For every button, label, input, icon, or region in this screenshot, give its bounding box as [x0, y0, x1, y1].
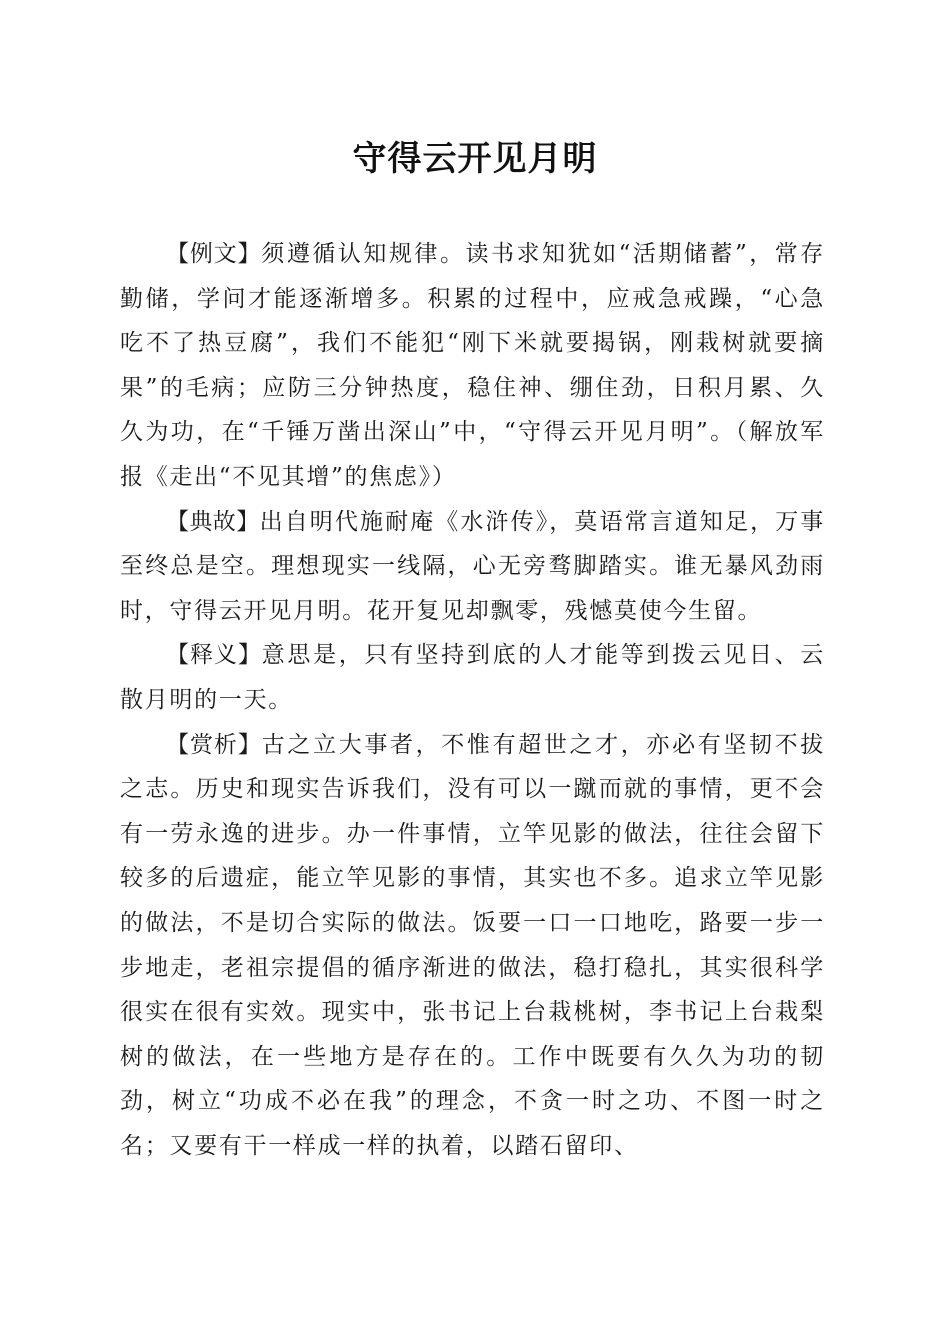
- paragraph-example: [120, 232, 825, 500]
- paragraph-text: 古之立大事者，不惟有超世之才，亦必有坚韧不拔之志。历史和现实告诉我们，没有可以一蹴而就的事情，更不会有一劳永逸的进步。办一件事情，立竿见影的做法，往往会留下较多的后遗症，能立竿见影的事情，其实也不多。追求立竿见影的做法，不是切合实际的做法。饭要一口一口地吃，路要一步一步地走，老祖宗提倡的循序渐进的做法，稳打稳扎，其实很科学很实在很有实效。现实中，张书记上台栽桃树，李书记上台栽梨树的做法，在一些地方是存在的。工作中既要有久久为功的韧劲，树立“功成不必在我”的理念，不贪一时之功、不图一时之名；又要有干一样成一样的执着，以踏石留印、: [120, 731, 825, 1159]
- paragraph-tag: 【典故】: [166, 508, 260, 535]
- paragraph-text: 意思是，只有坚持到底的人才能等到拨云见日、云散月明的一天。: [120, 642, 825, 713]
- paragraph-tag: 【例文】: [166, 241, 262, 267]
- paragraph-tag: 【赏析】: [166, 731, 262, 758]
- paragraph-analysis: [120, 723, 825, 1169]
- paragraph-meaning: [120, 633, 825, 722]
- paragraph-tag: 【释义】: [166, 642, 262, 669]
- paragraph-text: 须遵循认知规律。读书求知犹如“活期储蓄”，常存勤储，学问才能逐渐增多。积累的过程中，应戒急戒躁，“心急吃不了热豆腐”，我们不能犯“刚下米就要揭锅，刚栽树就要摘果”的毛病；应防三分钟热度，稳住神、绷住劲，日积月累、久久为功，在“千锤万凿出深山”中，“守得云开见月明”。（解放军报《走出“不见其增”的焦虑》）: [120, 241, 825, 490]
- paragraph-allusion: [120, 500, 825, 634]
- document-body: [120, 232, 825, 1168]
- paragraph-text: 出自明代施耐庵《水浒传》，莫语常言道知足，万事至终总是空。理想现实一线隔，心无旁骛脚踏实。谁无暴风劲雨时，守得云开见月明。花开复见却飘零，残憾莫使今生留。: [120, 508, 826, 624]
- document-title: 守得云开见月明: [352, 139, 598, 179]
